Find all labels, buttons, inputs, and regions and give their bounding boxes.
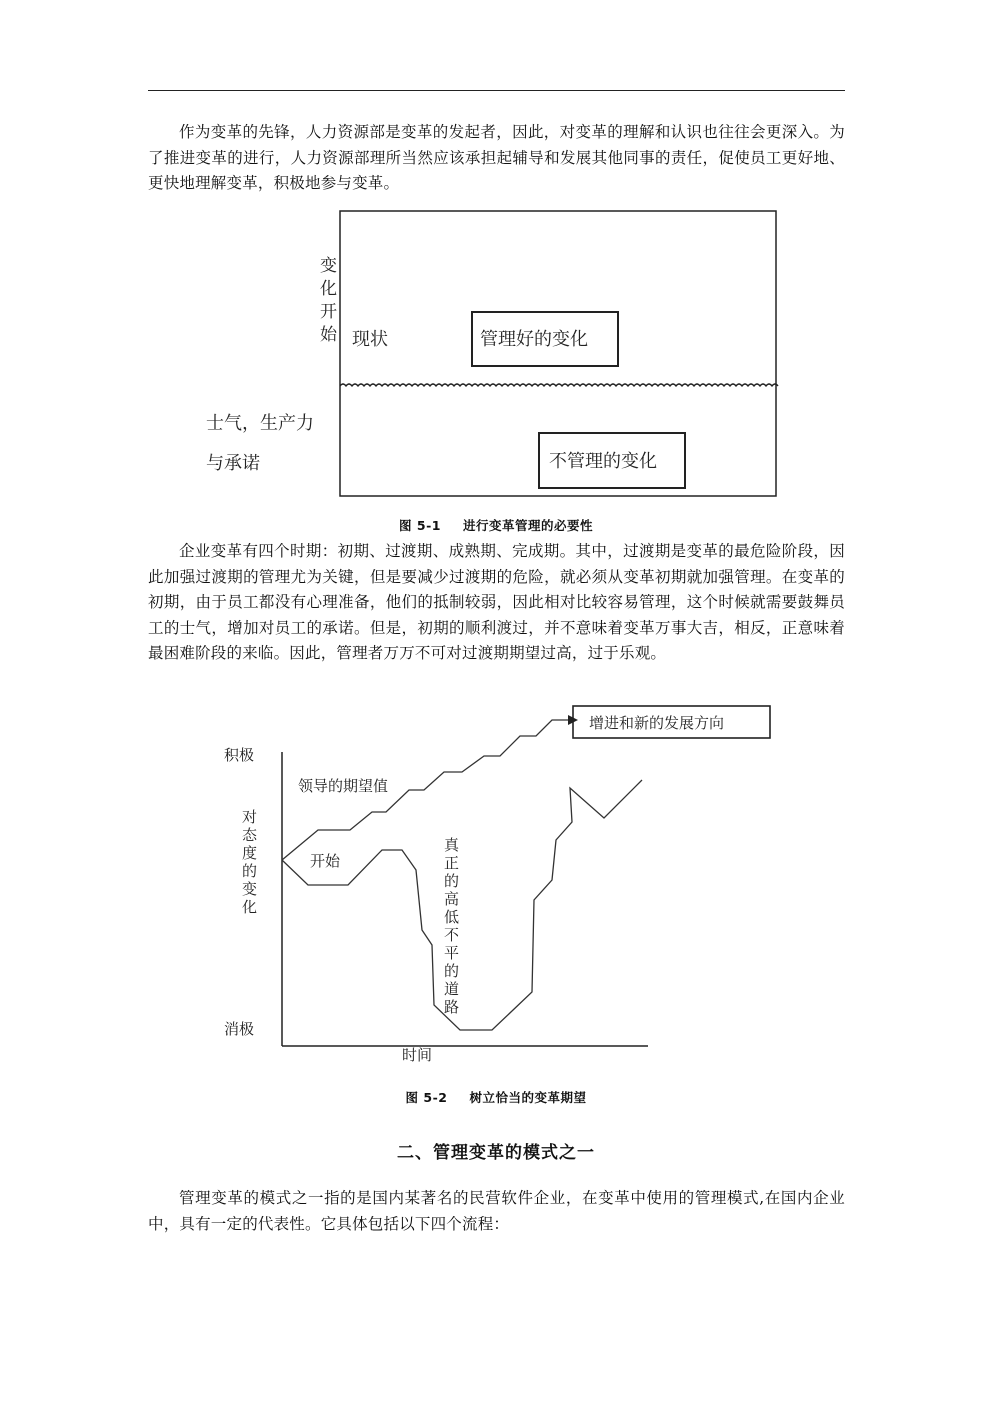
section-heading: 二、管理变革的模式之一 [397,1143,595,1163]
figure-5-1 [0,0,992,520]
morale-label-line-1: 士气，生产力 [206,413,314,434]
figure-1-caption [0,516,992,534]
paragraph-2: 企业变革有四个时期：初期、过渡期、成熟期、完成期。其中，过渡期是变革的最危险阶段，因此加强过渡期的管理尤为关键，但是要减少过渡期的危险，就必须从变革初期就加强管理。在变革的初期，由于员工都没有心理准备，他们的抵制较弱，因此相对比较容易管理，这个时候就需要鼓舞员工的士气，增加对员工的承诺。但是，初期的顺利渡过，并不意味着变革万事大吉，相反，正意味着最困难阶段的来临。因此，管理者万万不可对过渡期期望过高，过于乐观。 [148,542,845,662]
figure-1-caption-title: 进行变革管理的必要性 [462,518,593,533]
figure-1-vertical-label: 变 化 开 始 [320,256,337,345]
managed-change-label: 管理好的变化 [480,329,588,350]
unmanaged-change-label: 不管理的变化 [549,451,657,472]
figure-2-caption [0,1088,992,1106]
figure-1-caption-number: 图 5-1 [399,518,441,533]
figure-2-caption-title: 树立恰当的变革期望 [469,1090,587,1105]
morale-label-line-2: 与承诺 [206,453,260,474]
wavy-divider [340,384,778,386]
paragraph-3: 管理变革的模式之一指的是国内某著名的民营软件企业，在变革中使用的管理模式,在国内企业中，具有一定的代表性。它具体包括以下四个流程： [148,1189,845,1233]
y-axis-label: 对 态 度 的 变 化 [242,808,258,916]
status-label: 现状 [352,329,388,350]
positive-label: 积极 [224,746,255,764]
target-label: 增进和新的发展方向 [589,714,725,732]
figure-2-caption-number: 图 5-2 [405,1090,448,1105]
figure-5-2 [0,690,992,1090]
start-label: 开始 [310,852,341,870]
bumpy-road-label: 真 正 的 高 低 不 平 的 道 路 [444,836,460,1016]
expectation-label: 领导的期望值 [298,777,389,795]
x-axis-label: 时间 [402,1046,433,1064]
negative-label: 消极 [224,1020,255,1038]
paragraph-1: 作为变革的先锋，人力资源部是变革的发起者，因此，对变革的理解和认识也往往会更深入。为了推进变革的进行，人力资源部理所当然应该承担起辅导和发展其他同事的责任，促使员工更好地、更快地理解变革，积极地参与变革。 [148,123,845,192]
